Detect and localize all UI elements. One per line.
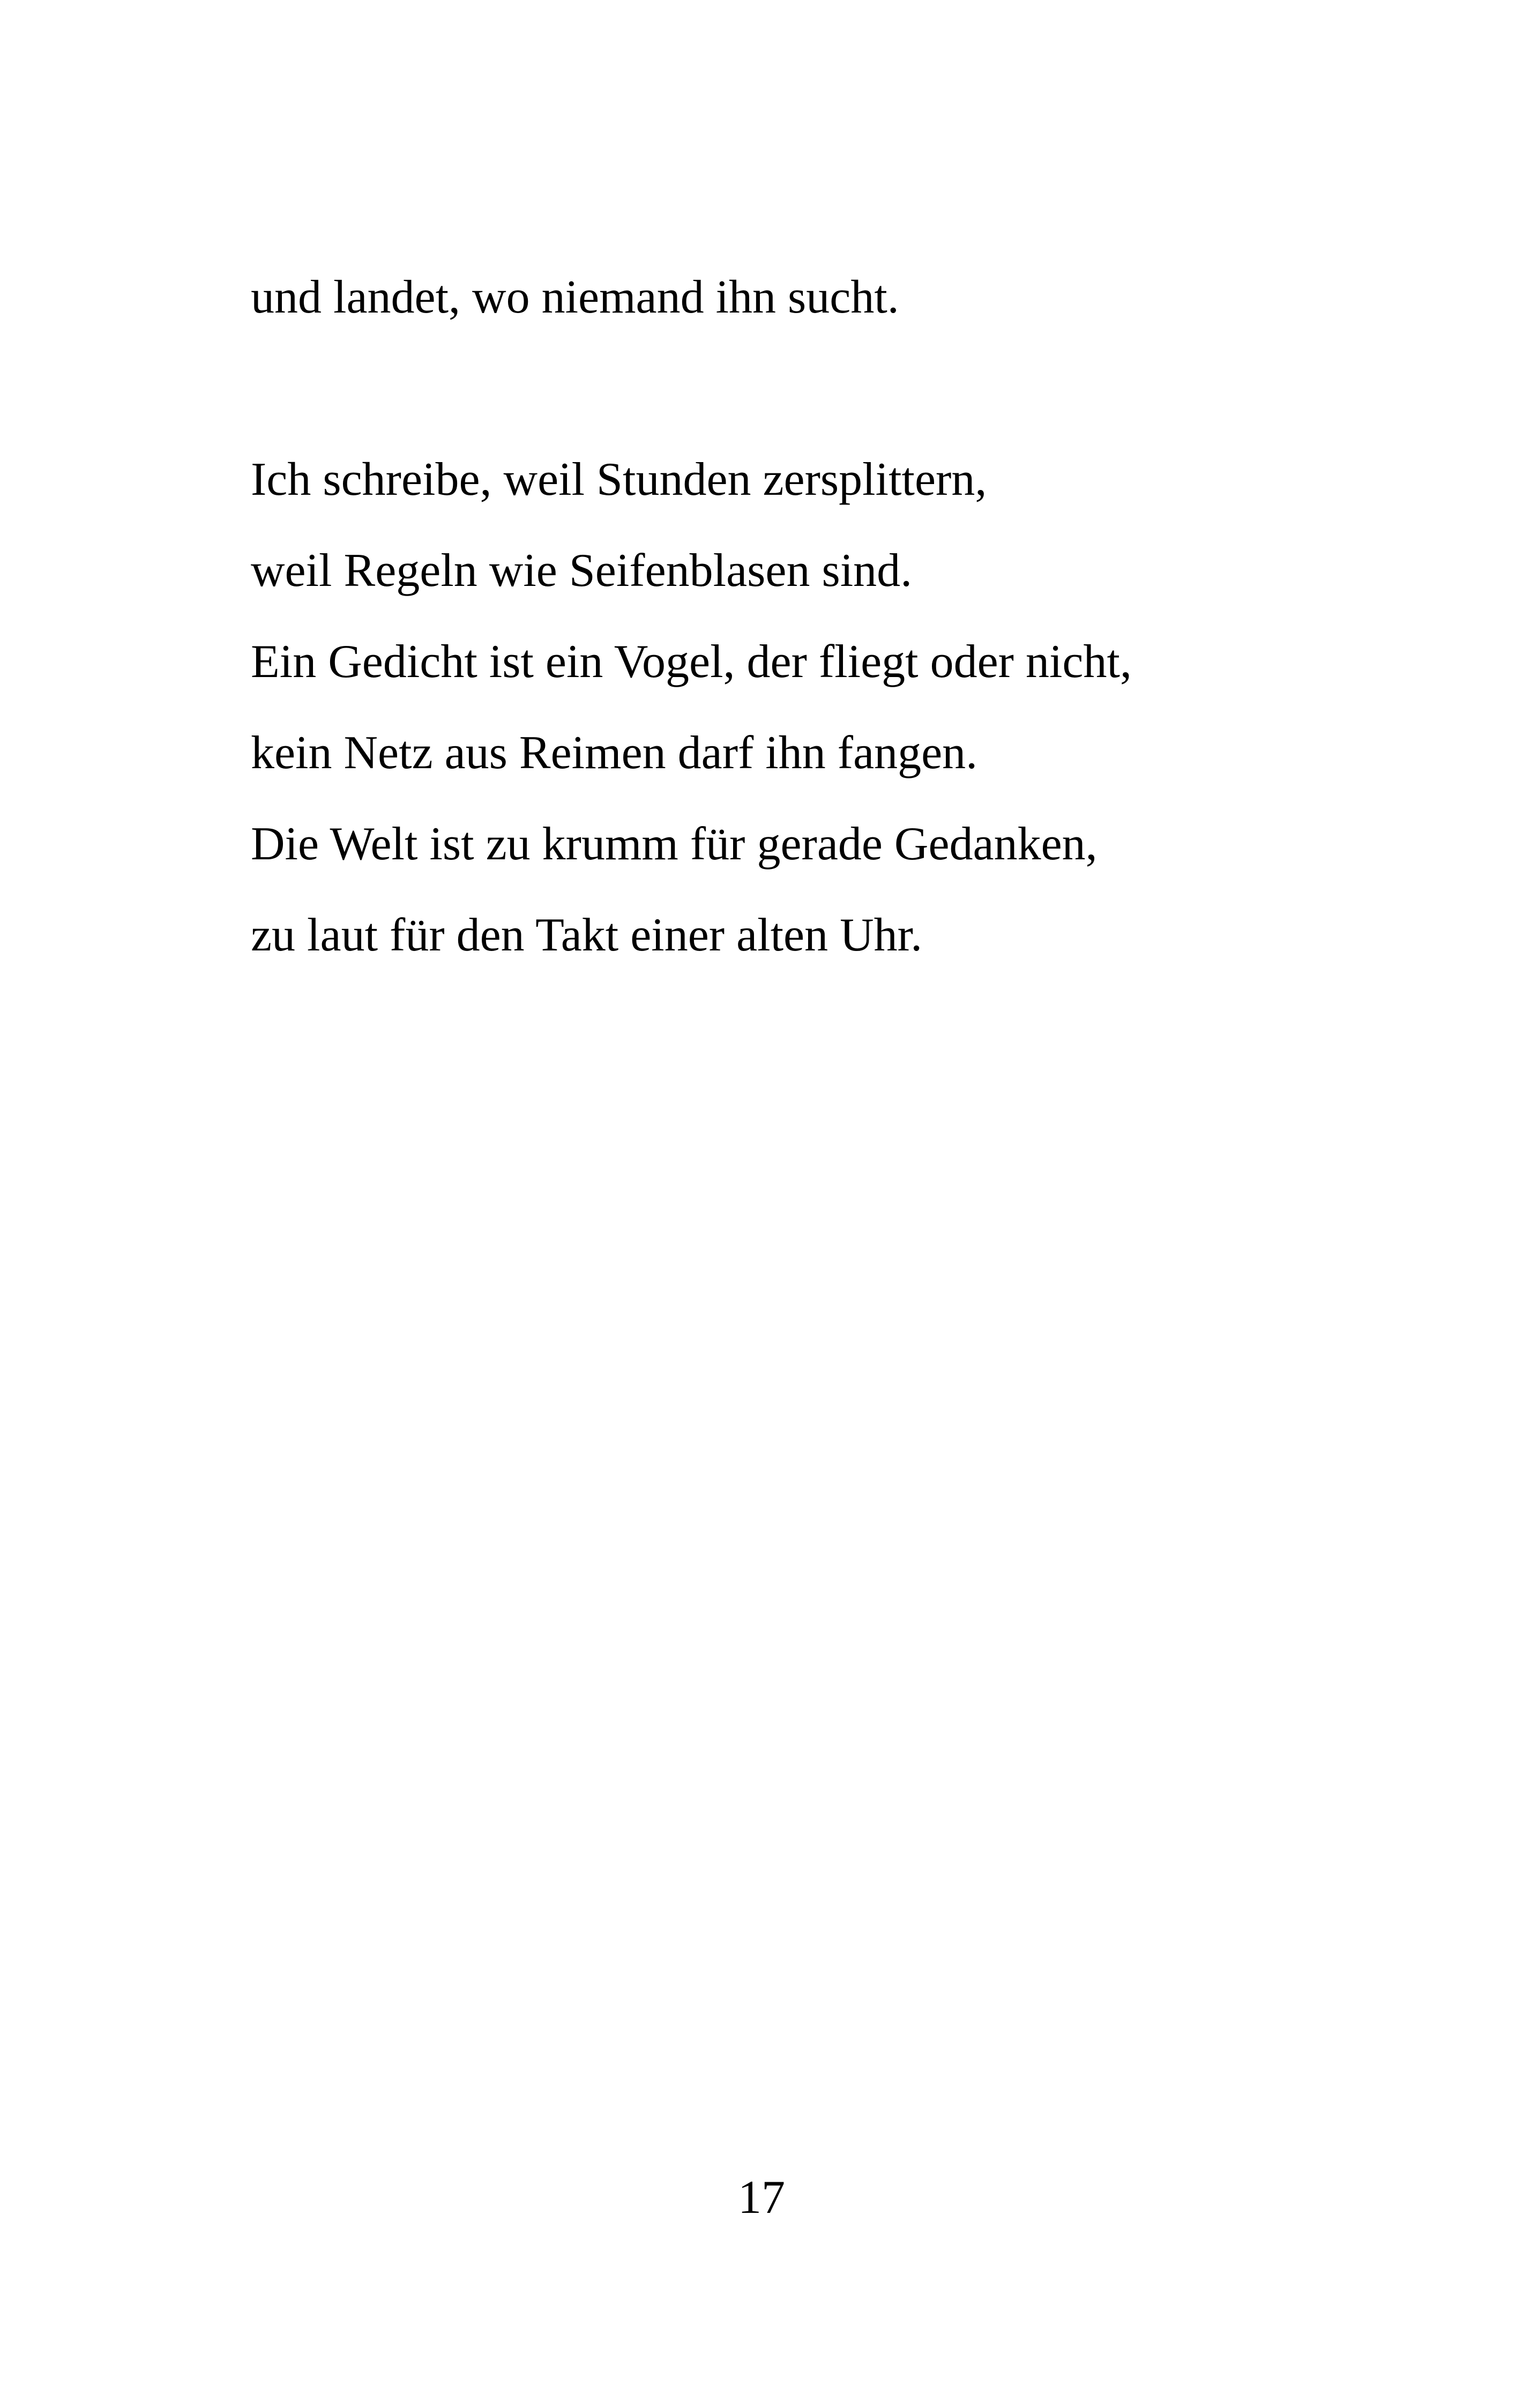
poem-body: [251, 252, 1323, 981]
stanza-break: [251, 343, 1323, 434]
poem-line: Ein Gedicht ist ein Vogel, der fliegt oder nicht,: [251, 636, 1132, 688]
poem-line: zu laut für den Takt einer alten Uhr.: [251, 909, 923, 961]
poem-line: kein Netz aus Reimen darf ihn fangen.: [251, 727, 978, 779]
poem-line: Ich schreibe, weil Stunden zersplittern,: [251, 454, 987, 506]
page-number: 17: [738, 2172, 785, 2224]
poem-line: und landet, wo niemand ihn sucht.: [251, 271, 899, 323]
stanza-1: [251, 252, 1323, 343]
poem-line: Die Welt ist zu krumm für gerade Gedanken,: [251, 818, 1098, 870]
stanza-2: [251, 434, 1323, 981]
poem-line: weil Regeln wie Seifenblasen sind.: [251, 545, 913, 597]
